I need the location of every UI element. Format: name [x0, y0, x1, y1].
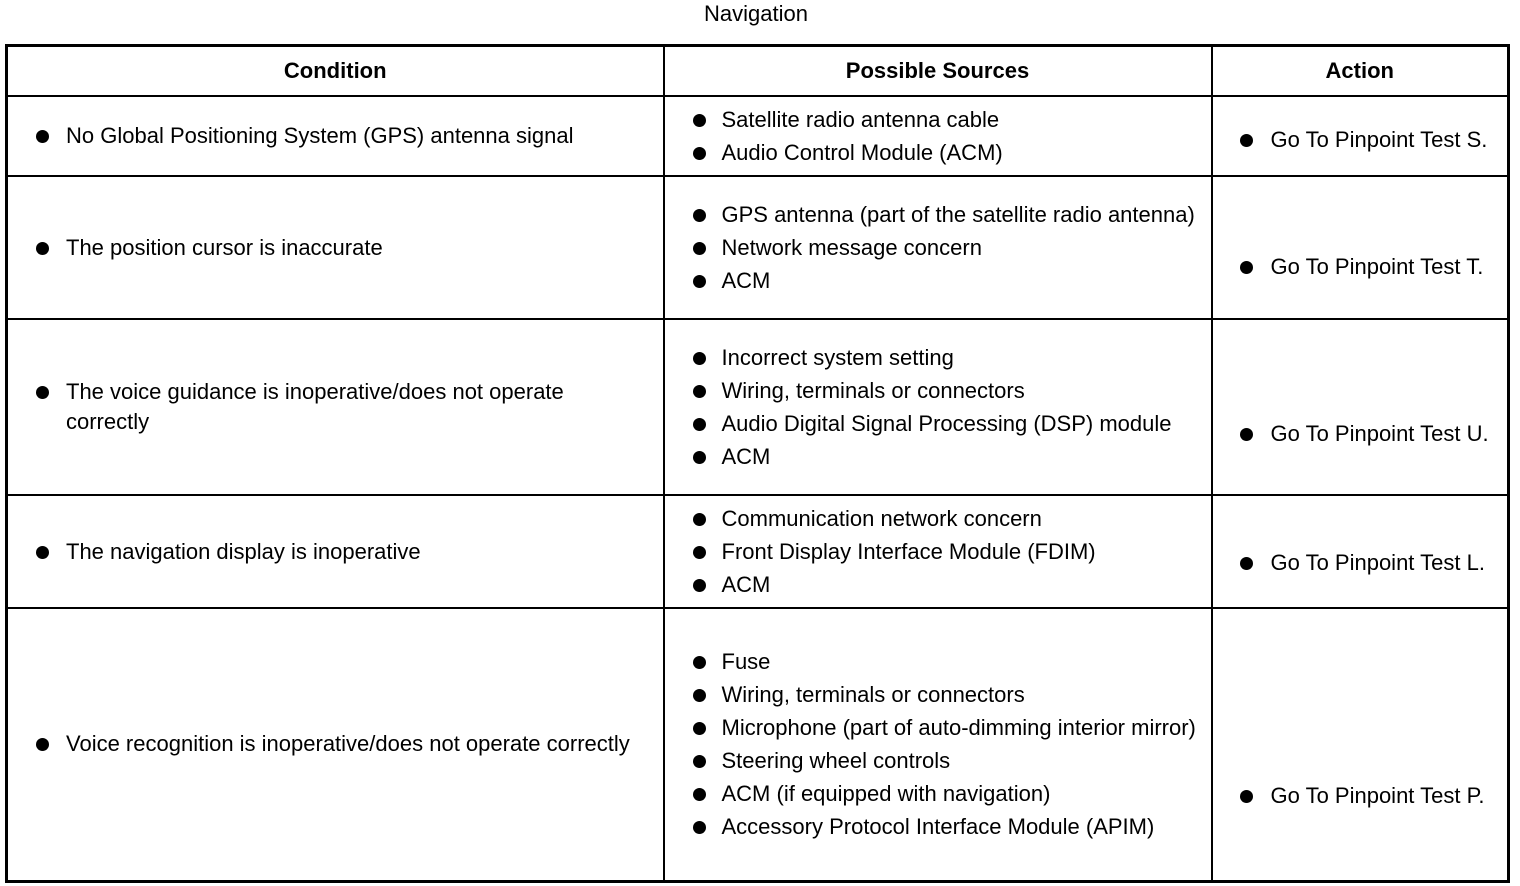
source-item: Satellite radio antenna cable	[665, 105, 1211, 135]
action-text: Go To Pinpoint Test P.	[1213, 781, 1508, 811]
source-item: Audio Control Module (ACM)	[665, 138, 1211, 168]
sources-cell	[664, 608, 1212, 881]
table-row	[7, 176, 1509, 319]
condition-text: Voice recognition is inoperative/does not operate correctly	[8, 729, 663, 759]
sources-cell	[664, 495, 1212, 608]
source-item: Front Display Interface Module (FDIM)	[665, 537, 1211, 567]
condition-text: The position cursor is inaccurate	[8, 233, 663, 263]
page-title: Navigation	[704, 1, 808, 26]
action-cell	[1212, 495, 1509, 608]
sources-cell	[664, 319, 1212, 495]
condition-text: The voice guidance is inoperative/does not operate correctly	[8, 377, 663, 437]
action-text: Go To Pinpoint Test S.	[1213, 125, 1508, 155]
source-item: ACM	[665, 570, 1211, 600]
table-row	[7, 96, 1509, 176]
condition-cell	[7, 176, 664, 319]
source-item: ACM (if equipped with navigation)	[665, 779, 1211, 809]
condition-text: No Global Positioning System (GPS) antenna signal	[8, 121, 663, 151]
source-item: Audio Digital Signal Processing (DSP) module	[665, 409, 1211, 439]
condition-cell	[7, 96, 664, 176]
header-action: Action	[1212, 46, 1509, 97]
diagnostic-table	[5, 44, 1510, 883]
source-item: Network message concern	[665, 233, 1211, 263]
sources-cell	[664, 96, 1212, 176]
action-text: Go To Pinpoint Test L.	[1213, 548, 1508, 578]
source-item: ACM	[665, 266, 1211, 296]
header-condition: Condition	[7, 46, 664, 97]
source-item: Wiring, terminals or connectors	[665, 680, 1211, 710]
action-text: Go To Pinpoint Test U.	[1213, 419, 1508, 449]
condition-cell	[7, 495, 664, 608]
source-item: GPS antenna (part of the satellite radio antenna)	[665, 200, 1211, 230]
source-item: Accessory Protocol Interface Module (APIM)	[665, 812, 1211, 842]
condition-cell	[7, 319, 664, 495]
table-row	[7, 608, 1509, 881]
action-cell	[1212, 96, 1509, 176]
action-text: Go To Pinpoint Test T.	[1213, 252, 1508, 282]
source-item: Wiring, terminals or connectors	[665, 376, 1211, 406]
condition-text: The navigation display is inoperative	[8, 537, 663, 567]
action-cell	[1212, 176, 1509, 319]
condition-cell	[7, 608, 664, 881]
table-header-row	[7, 46, 1509, 97]
action-cell	[1212, 608, 1509, 881]
source-item: ACM	[665, 442, 1211, 472]
table-row	[7, 319, 1509, 495]
action-cell	[1212, 319, 1509, 495]
header-possible-sources: Possible Sources	[664, 46, 1212, 97]
sources-cell	[664, 176, 1212, 319]
source-item: Fuse	[665, 647, 1211, 677]
table-row	[7, 495, 1509, 608]
source-item: Incorrect system setting	[665, 343, 1211, 373]
source-item: Steering wheel controls	[665, 746, 1211, 776]
source-item: Microphone (part of auto-dimming interior mirror)	[665, 713, 1211, 743]
source-item: Communication network concern	[665, 504, 1211, 534]
